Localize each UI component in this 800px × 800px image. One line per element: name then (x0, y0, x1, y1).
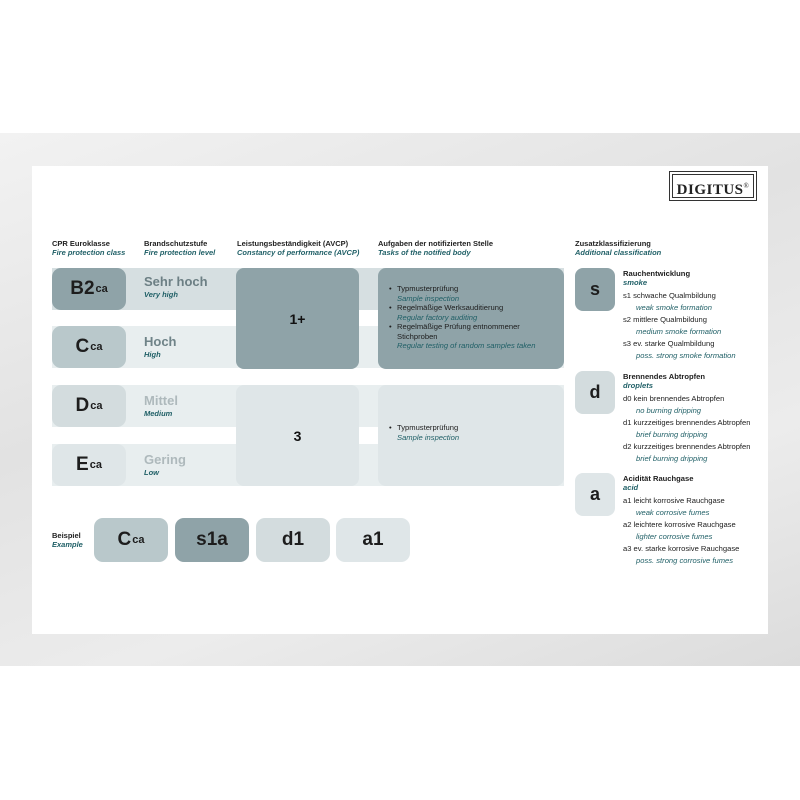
class-pill-b2ca (52, 268, 126, 310)
additional-item-en: brief burning dripping (636, 454, 708, 463)
level-medium (144, 393, 178, 418)
class-main: C (75, 336, 90, 357)
header-avcp-de: Leistungsbeständigkeit (AVCP) (237, 239, 349, 248)
additional-subtitle: smoke (623, 278, 648, 287)
avcp-value: 1+ (289, 310, 306, 327)
additional-title: Acidität Rauchgase (623, 474, 694, 483)
example-label-de: Beispiel (52, 531, 81, 540)
additional-smoke-text (623, 269, 736, 362)
task-item (388, 322, 558, 351)
header-cpr-class-de: CPR Euroklasse (52, 239, 110, 248)
header-avcp-en: Constancy of performance (AVCP) (237, 248, 360, 257)
header-additional-de: Zusatzklassifizierung (575, 239, 651, 248)
additional-letter: s (589, 279, 600, 299)
example-label (52, 531, 83, 549)
additional-subtitle: acid (623, 483, 639, 492)
additional-item-en: medium smoke formation (636, 327, 722, 336)
class-sub: ca (90, 400, 103, 412)
example-pill-d1 (256, 518, 330, 562)
class-pill-eca (52, 444, 126, 486)
additional-item-de: d1 kurzzeitiges brennendes Abtropfen (623, 418, 751, 427)
logo-text: DIGITUS (676, 182, 744, 198)
additional-item-de: a2 leichtere korrosive Rauchgase (623, 520, 736, 529)
task-en: Sample inspection (397, 293, 460, 303)
header-tasks (378, 239, 493, 257)
class-main: D (75, 395, 90, 416)
level-en: High (144, 350, 161, 359)
avcp-box-1plus (236, 268, 359, 369)
task-item (388, 284, 558, 303)
avcp-box-3 (236, 385, 359, 486)
tasks-box-1 (378, 268, 564, 369)
task-de: • Regelmäßige Werksauditierung (397, 303, 504, 312)
header-tasks-en: Tasks of the notified body (378, 248, 471, 257)
logo-registered-mark: ® (743, 182, 750, 190)
additional-pill-d (575, 371, 615, 414)
additional-item-de: s2 mittlere Qualmbildung (623, 315, 707, 324)
example-main: a1 (362, 529, 384, 550)
additional-item-en: poss. strong corrosive fumes (636, 556, 734, 565)
header-cpr-class (52, 239, 125, 257)
example-pill-a1 (336, 518, 410, 562)
level-low (144, 452, 186, 477)
level-high (144, 334, 177, 359)
header-cpr-class-en: Fire protection class (52, 248, 126, 257)
additional-subtitle: droplets (623, 381, 653, 390)
task-de: • Typmusterprüfung (397, 423, 459, 432)
additional-title: Rauchentwicklung (623, 269, 691, 278)
example-label-en: Example (52, 540, 83, 549)
additional-letter: d (589, 382, 601, 402)
level-en: Low (144, 468, 159, 477)
class-main: B2 (70, 278, 95, 299)
example-main: d1 (281, 529, 305, 550)
additional-item-de: s1 schwache Qualmbildung (623, 291, 716, 300)
tasks-box-2 (378, 385, 564, 486)
task-en: Regular testing of random samples taken (397, 341, 536, 350)
level-de: Hoch (144, 334, 177, 349)
example-main: C (117, 529, 132, 550)
additional-item-en: weak corrosive fumes (636, 508, 710, 517)
class-pill-cca (52, 326, 126, 368)
additional-item-de: d0 kein brennendes Abtropfen (623, 394, 725, 403)
cpr-info-card (32, 166, 768, 634)
additional-letter: a (589, 484, 600, 504)
digitus-logo (672, 174, 754, 198)
additional-item-en: no burning dripping (636, 406, 702, 415)
additional-item-de: s3 ev. starke Qualmbildung (623, 339, 715, 348)
additional-title: Brennendes Abtropfen (623, 372, 705, 381)
level-very-high (144, 274, 208, 299)
level-en: Medium (144, 409, 173, 418)
header-protection-level (144, 239, 215, 257)
task-de: • Regelmäßige Prüfung entnommener Stichproben (397, 322, 520, 341)
example-pill-cca (94, 518, 168, 562)
additional-item-en: brief burning dripping (636, 430, 708, 439)
example-sub: ca (132, 534, 145, 546)
task-item (388, 423, 558, 442)
task-en: Sample inspection (397, 432, 460, 442)
additional-pill-s (575, 268, 615, 311)
level-de: Gering (144, 452, 186, 467)
task-de: • Typmusterprüfung (397, 284, 459, 293)
additional-item-de: d2 kurzzeitiges brennendes Abtropfen (623, 442, 751, 451)
task-item (388, 303, 558, 322)
additional-item-en: poss. strong smoke formation (636, 351, 736, 360)
additional-item-en: lighter corrosive fumes (636, 532, 713, 541)
level-en: Very high (144, 290, 178, 299)
level-de: Sehr hoch (144, 274, 208, 289)
class-pill-dca (52, 385, 126, 427)
class-sub: ca (89, 459, 102, 471)
header-additional (575, 239, 661, 257)
task-en: Regular factory auditing (397, 312, 478, 322)
additional-item-de: a1 leicht korrosive Rauchgase (623, 496, 725, 505)
class-sub: ca (90, 341, 103, 353)
additional-item-de: a3 ev. starke korrosive Rauchgase (623, 544, 740, 553)
avcp-value: 3 (293, 427, 302, 444)
header-protection-level-en: Fire protection level (144, 248, 216, 257)
level-de: Mittel (144, 393, 178, 408)
class-main: E (76, 454, 89, 475)
additional-acid-text (623, 474, 739, 567)
header-tasks-de: Aufgaben der notifizierten Stelle (378, 239, 494, 248)
header-avcp (237, 239, 359, 257)
example-main: s1a (196, 529, 228, 550)
class-sub: ca (95, 283, 108, 295)
header-additional-en: Additional classification (575, 248, 662, 257)
example-pill-s1a (175, 518, 249, 562)
header-protection-level-de: Brandschutzstufe (144, 239, 208, 248)
additional-droplets-text (623, 372, 751, 465)
additional-item-en: weak smoke formation (636, 303, 712, 312)
additional-pill-a (575, 473, 615, 516)
